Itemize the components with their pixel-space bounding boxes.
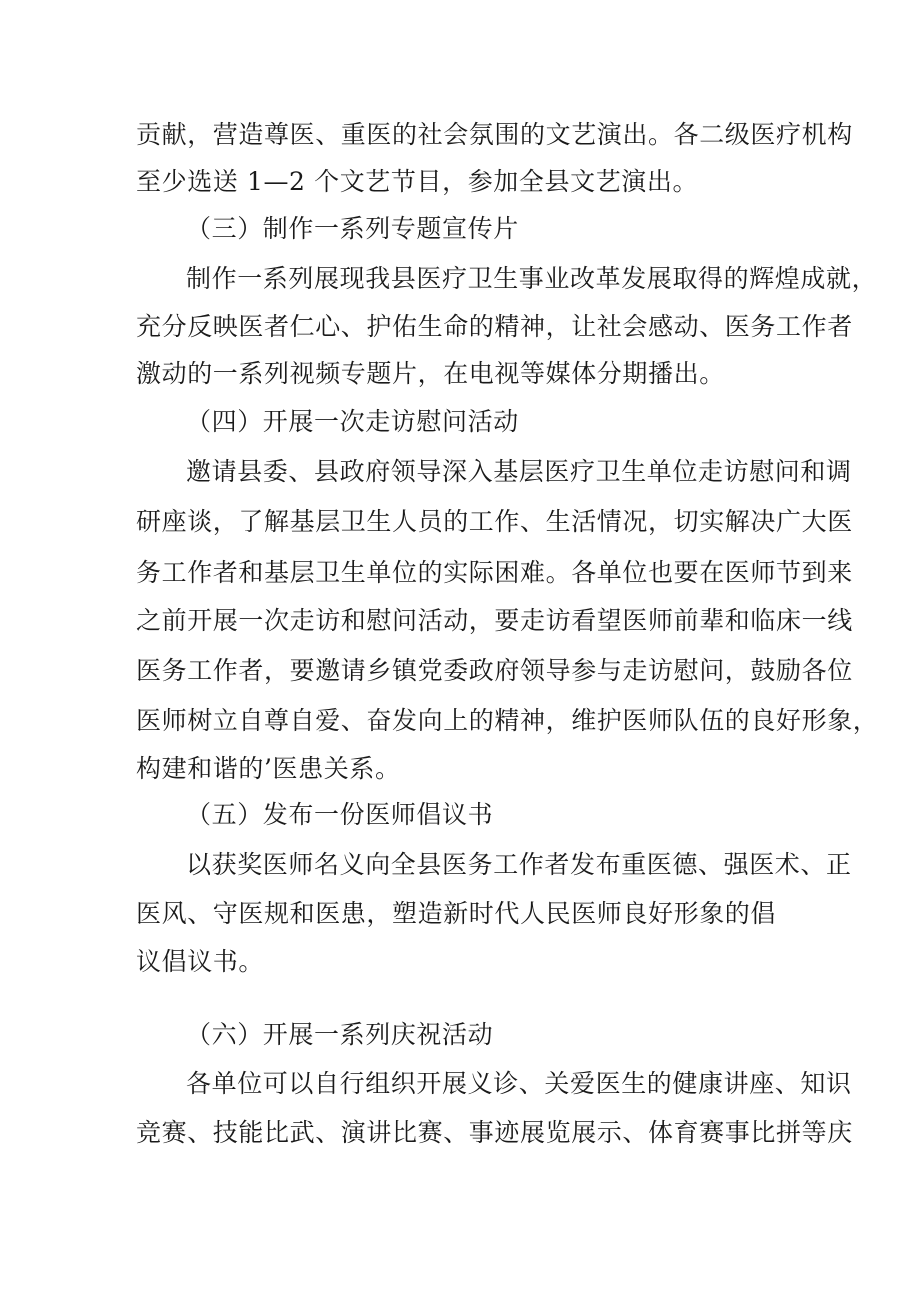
- section-heading-5: （五）发布一份医师倡议书: [186, 800, 494, 829]
- paragraph-line: 构建和谐的’医患关系。: [136, 754, 401, 783]
- paragraph-line: 医师树立自尊自爱、奋发向上的精神，维护医师队伍的良好形象，: [136, 706, 879, 735]
- paragraph-line: 贡献，营造尊医、重医的社会氛围的文艺演出。各二级医疗机构: [136, 120, 853, 149]
- paragraph-line: 至少选送 1—2 个文艺节目，参加全县文艺演出。: [136, 167, 699, 196]
- paragraph-line: 医风、守医规和医患，塑造新时代人民医师良好形象的倡: [136, 899, 777, 928]
- paragraph-line: 制作一系列展现我县医疗卫生事业改革发展取得的辉煌成就，: [186, 264, 878, 293]
- paragraph-line: 医务工作者，要邀请乡镇党委政府领导参与走访慰问，鼓励各位: [136, 656, 853, 685]
- paragraph-line: 之前开展一次走访和慰问活动，要走访看望医师前辈和临床一线: [136, 606, 853, 635]
- paragraph-line: 各单位可以自行组织开展义诊、关爱医生的健康讲座、知识: [186, 1069, 852, 1098]
- section-heading-6: （六）开展一系列庆祝活动: [186, 1020, 494, 1049]
- paragraph-line: 议倡议书。: [136, 947, 265, 976]
- paragraph-line: 研座谈，了解基层卫生人员的工作、生活情况，切实解决广大医: [136, 507, 853, 536]
- paragraph-line: 激动的一系列视频专题片，在电视等媒体分期播出。: [136, 359, 725, 388]
- section-heading-3: （三）制作一系列专题宣传片: [186, 214, 519, 243]
- paragraph-line: 务工作者和基层卫生单位的实际困难。各单位也要在医师节到来: [136, 558, 853, 587]
- paragraph-line: 以获奖医师名义向全县医务工作者发布重医德、强医术、正: [186, 850, 852, 879]
- paragraph-line: 充分反映医者仁心、护佑生命的精神，让社会感动、医务工作者: [136, 312, 853, 341]
- paragraph-line: 邀请县委、县政府领导深入基层医疗卫生单位走访慰问和调: [186, 457, 852, 486]
- section-heading-4: （四）开展一次走访慰问活动: [186, 407, 519, 436]
- paragraph-line: 竞赛、技能比武、演讲比赛、事迹展览展示、体育赛事比拼等庆: [136, 1118, 853, 1147]
